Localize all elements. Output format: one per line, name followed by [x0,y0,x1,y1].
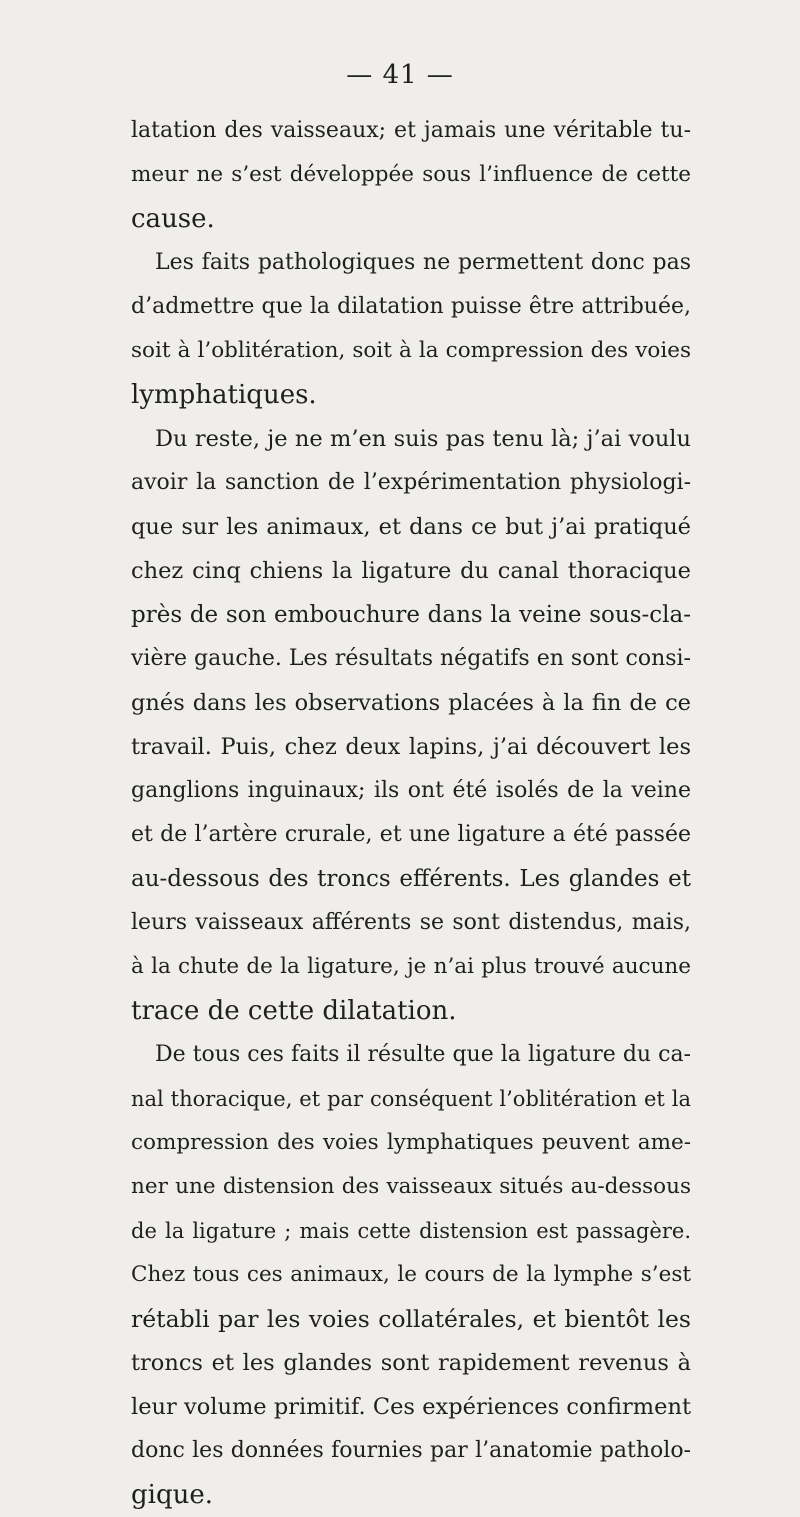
text-line: à la chute de la ligature, je n’ai plus trouvé aucune [131,954,691,979]
text-line: cause. [131,204,215,234]
text-line: compression des voies lymphatiques peuvent ame- [131,1130,691,1155]
page-number: — 41 — [346,60,454,90]
text-line: trace de cette dilatation. [131,996,457,1026]
text-line: Les faits pathologiques ne permettent donc pas [155,250,691,275]
text-line: et de l’artère crurale, et une ligature a été passée [131,822,691,847]
text-line: lymphatiques. [131,380,317,410]
text-line: d’admettre que la dilatation puisse être attribuée, [131,294,691,319]
text-line: rétabli par les voies collatérales, et bientôt les [131,1305,691,1333]
text-line: leur volume primitif. Ces expériences confirment [131,1394,691,1420]
text-line: troncs et les glandes sont rapidement revenus à [131,1350,691,1376]
text-line: gnés dans les observations placées à la fin de ce [131,690,691,716]
text-line: meur ne s’est développée sous l’influence de cette [131,162,691,187]
text-line: travail. Puis, chez deux lapins, j’ai découvert les [131,734,691,760]
text-line: avoir la sanction de l’expérimentation physiologi- [131,470,691,495]
text-line: que sur les animaux, et dans ce but j’ai pratiqué [131,514,691,540]
text-line: de la ligature ; mais cette distension est passagère. [131,1219,691,1243]
text-line: ner une distension des vaisseaux situés au-dessous [131,1174,691,1199]
text-line: ganglions inguinaux; ils ont été isolés de la veine [131,778,691,803]
text-line: près de son embouchure dans la veine sous-cla- [131,602,691,628]
text-line: latation des vaisseaux; et jamais une véritable tu- [131,118,691,143]
text-line: donc les données fournies par l’anatomie patholo- [131,1438,691,1463]
text-line: Chez tous ces animaux, le cours de la lymphe s’est [131,1262,691,1287]
text-line: au-dessous des troncs efférents. Les glandes et [131,866,691,892]
text-line: De tous ces faits il résulte que la ligature du ca- [155,1042,691,1067]
text-line: gique. [131,1480,213,1510]
text-line: nal thoracique, et par conséquent l’oblitération et la [131,1087,691,1111]
text-line: soit à l’oblitération, soit à la compression des voies [131,338,691,363]
body-text [131,109,691,1517]
text-line: chez cinq chiens la ligature du canal thoracique [131,558,691,584]
text-line: vière gauche. Les résultats négatifs en sont consi- [131,646,691,671]
text-line: leurs vaisseaux afférents se sont distendus, mais, [131,910,691,935]
text-line: Du reste, je ne m’en suis pas tenu là; j’ai voulu [155,426,691,452]
